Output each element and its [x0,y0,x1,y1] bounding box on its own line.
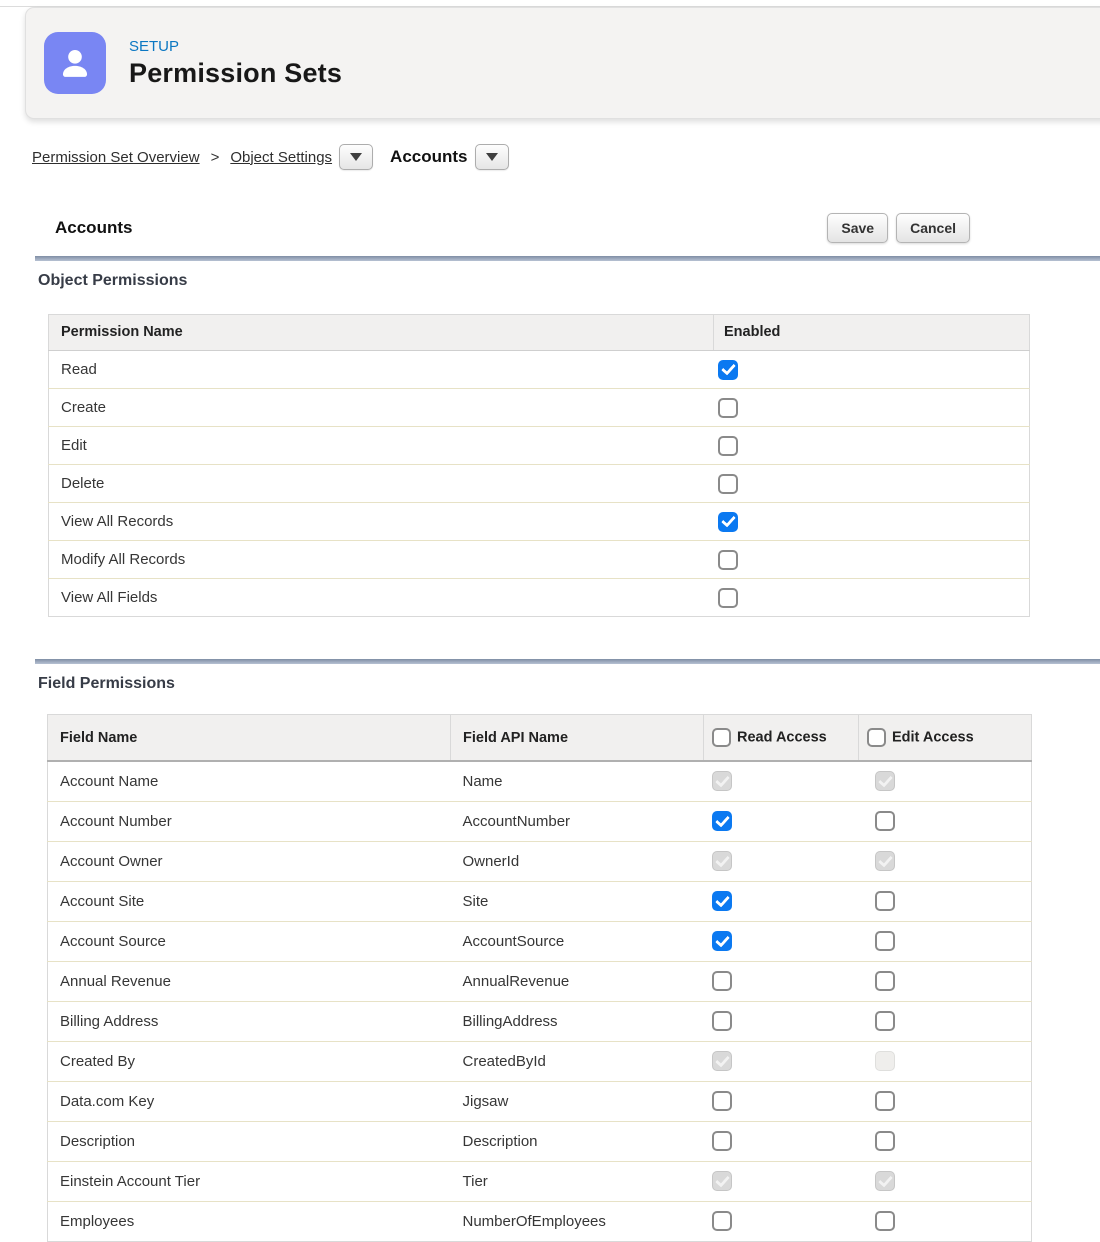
user-icon [56,44,94,82]
enabled-cell [714,503,1030,541]
field-permission-row [48,881,1032,921]
enabled-checkbox[interactable] [718,588,738,608]
permission-sets-icon [44,32,106,94]
enabled-cell [714,541,1030,579]
field-api-name-cell: OwnerId [451,841,704,881]
section-divider [35,256,1100,261]
object-permission-row [49,465,1030,503]
breadcrumb-separator: > [210,148,220,166]
edit-access-checkbox[interactable] [875,811,895,831]
field-api-name-cell: Jigsaw [451,1081,704,1121]
edit-access-cell [859,881,1032,921]
read-access-checkbox[interactable] [712,971,732,991]
enabled-checkbox[interactable] [718,512,738,532]
permission-name-cell: Edit [49,427,714,465]
setup-header-card [25,7,1100,119]
column-read-access: Read Access [704,715,859,762]
enabled-cell [714,465,1030,503]
field-api-name-cell: AnnualRevenue [451,961,704,1001]
permission-name-cell: Delete [49,465,714,503]
read-access-cell [704,1161,859,1201]
edit-access-cell [859,1001,1032,1041]
field-name-cell: Account Name [48,761,451,801]
read-access-checkbox[interactable] [712,1131,732,1151]
field-permission-row [48,761,1032,801]
enabled-cell [714,579,1030,617]
field-name-cell: Einstein Account Tier [48,1161,451,1201]
field-permission-row [48,1121,1032,1161]
section-divider [35,659,1100,664]
object-permission-row [49,579,1030,617]
enabled-cell [714,351,1030,389]
edit-access-cell [859,1081,1032,1121]
breadcrumb-object-settings[interactable]: Object Settings [230,148,333,166]
edit-access-cell [859,961,1032,1001]
field-name-cell: Account Source [48,921,451,961]
field-api-name-cell: Tier [451,1161,704,1201]
read-access-cell [704,761,859,801]
field-permission-row [48,801,1032,841]
object-settings-dropdown-button[interactable] [339,144,373,170]
column-field-api-name: Field API Name [451,715,704,762]
main-content [35,211,1100,1242]
field-permission-row [48,1041,1032,1081]
object-permission-row [49,389,1030,427]
read-access-cell [704,881,859,921]
object-permissions-table [48,314,1030,617]
edit-access-cell [859,801,1032,841]
object-permission-row [49,541,1030,579]
edit-access-cell [859,761,1032,801]
field-name-cell: Description [48,1121,451,1161]
cancel-button[interactable]: Cancel [896,213,970,243]
read-access-checkbox-disabled [712,1051,732,1071]
read-access-checkbox-disabled [712,771,732,791]
edit-access-checkbox[interactable] [875,1211,895,1231]
read-access-cell [704,1201,859,1241]
read-access-cell [704,1001,859,1041]
column-edit-access: Edit Access [859,715,1032,762]
breadcrumb-permission-set-overview[interactable]: Permission Set Overview [32,148,200,166]
edit-access-checkbox-disabled [875,1171,895,1191]
chevron-down-icon [350,153,362,161]
field-name-cell: Created By [48,1041,451,1081]
read-access-checkbox[interactable] [712,1211,732,1231]
read-access-checkbox-disabled [712,851,732,871]
edit-access-checkbox-disabled [875,851,895,871]
object-permissions-header-row [49,315,1030,351]
field-api-name-cell: Site [451,881,704,921]
field-api-name-cell: AccountSource [451,921,704,961]
read-access-checkbox[interactable] [712,1091,732,1111]
edit-access-checkbox-disabled [875,1051,895,1071]
enabled-checkbox[interactable] [718,550,738,570]
edit-access-checkbox[interactable] [875,1131,895,1151]
permission-name-cell: View All Records [49,503,714,541]
field-permission-row [48,1081,1032,1121]
edit-access-cell [859,1161,1032,1201]
edit-access-cell [859,841,1032,881]
field-api-name-cell: Name [451,761,704,801]
edit-access-cell [859,1041,1032,1081]
chevron-down-icon [486,153,498,161]
field-permissions-heading: Field Permissions [38,675,175,692]
breadcrumb-current-accounts: Accounts [390,147,468,166]
edit-access-checkbox[interactable] [875,1091,895,1111]
edit-access-cell [859,1201,1032,1241]
field-api-name-cell: BillingAddress [451,1001,704,1041]
enabled-cell [714,389,1030,427]
field-permissions-table [47,714,1032,1242]
read-access-cell [704,961,859,1001]
permission-name-cell: Modify All Records [49,541,714,579]
setup-header-band [0,0,1100,127]
field-api-name-cell: NumberOfEmployees [451,1201,704,1241]
edit-access-checkbox[interactable] [875,931,895,951]
save-button[interactable]: Save [827,213,888,243]
field-api-name-cell: CreatedById [451,1041,704,1081]
edit-access-cell [859,1121,1032,1161]
field-name-cell: Data.com Key [48,1081,451,1121]
enabled-checkbox[interactable] [718,436,738,456]
field-permission-row [48,921,1032,961]
field-api-name-cell: Description [451,1121,704,1161]
object-permission-row [49,427,1030,465]
read-access-cell [704,1121,859,1161]
field-name-cell: Billing Address [48,1001,451,1041]
edit-access-checkbox[interactable] [875,1011,895,1031]
field-name-cell: Account Owner [48,841,451,881]
read-access-checkbox[interactable] [712,931,732,951]
field-permissions-header-row [48,715,1032,762]
enabled-checkbox[interactable] [718,474,738,494]
enabled-cell [714,427,1030,465]
field-api-name-cell: AccountNumber [451,801,704,841]
field-name-cell: Account Site [48,881,451,921]
enabled-checkbox[interactable] [718,398,738,418]
read-access-cell [704,921,859,961]
field-permission-row [48,1201,1032,1241]
read-access-cell [704,841,859,881]
field-name-cell: Account Number [48,801,451,841]
field-permission-row [48,961,1032,1001]
object-heading: Accounts [55,218,133,237]
column-enabled: Enabled [714,315,1030,351]
setup-eyebrow: SETUP [129,37,180,55]
edit-access-checkbox[interactable] [875,971,895,991]
action-buttons [827,213,970,243]
field-permission-row [48,1001,1032,1041]
read-access-checkbox[interactable] [712,811,732,831]
object-permission-row [49,503,1030,541]
field-name-cell: Annual Revenue [48,961,451,1001]
page-title: Permission Sets [129,57,343,88]
read-access-checkbox[interactable] [712,891,732,911]
field-permission-row [48,841,1032,881]
read-access-cell [704,801,859,841]
field-permission-row [48,1161,1032,1201]
object-permission-row [49,351,1030,389]
header-text [129,38,342,89]
read-access-select-all-checkbox[interactable] [712,728,731,747]
read-access-cell [704,1041,859,1081]
column-field-name: Field Name [48,715,451,762]
read-access-cell [704,1081,859,1121]
edit-access-select-all-checkbox[interactable] [867,728,886,747]
accounts-dropdown-button[interactable] [475,144,509,170]
permission-name-cell: Read [49,351,714,389]
read-access-checkbox[interactable] [712,1011,732,1031]
read-access-checkbox-disabled [712,1171,732,1191]
permission-name-cell: View All Fields [49,579,714,617]
accounts-title-row [35,211,1100,245]
column-permission-name: Permission Name [49,315,714,351]
edit-access-checkbox[interactable] [875,891,895,911]
enabled-checkbox[interactable] [718,360,738,380]
edit-access-checkbox-disabled [875,771,895,791]
permission-name-cell: Create [49,389,714,427]
field-name-cell: Employees [48,1201,451,1241]
edit-access-cell [859,921,1032,961]
breadcrumb [32,143,1100,171]
object-permissions-heading: Object Permissions [38,272,188,289]
